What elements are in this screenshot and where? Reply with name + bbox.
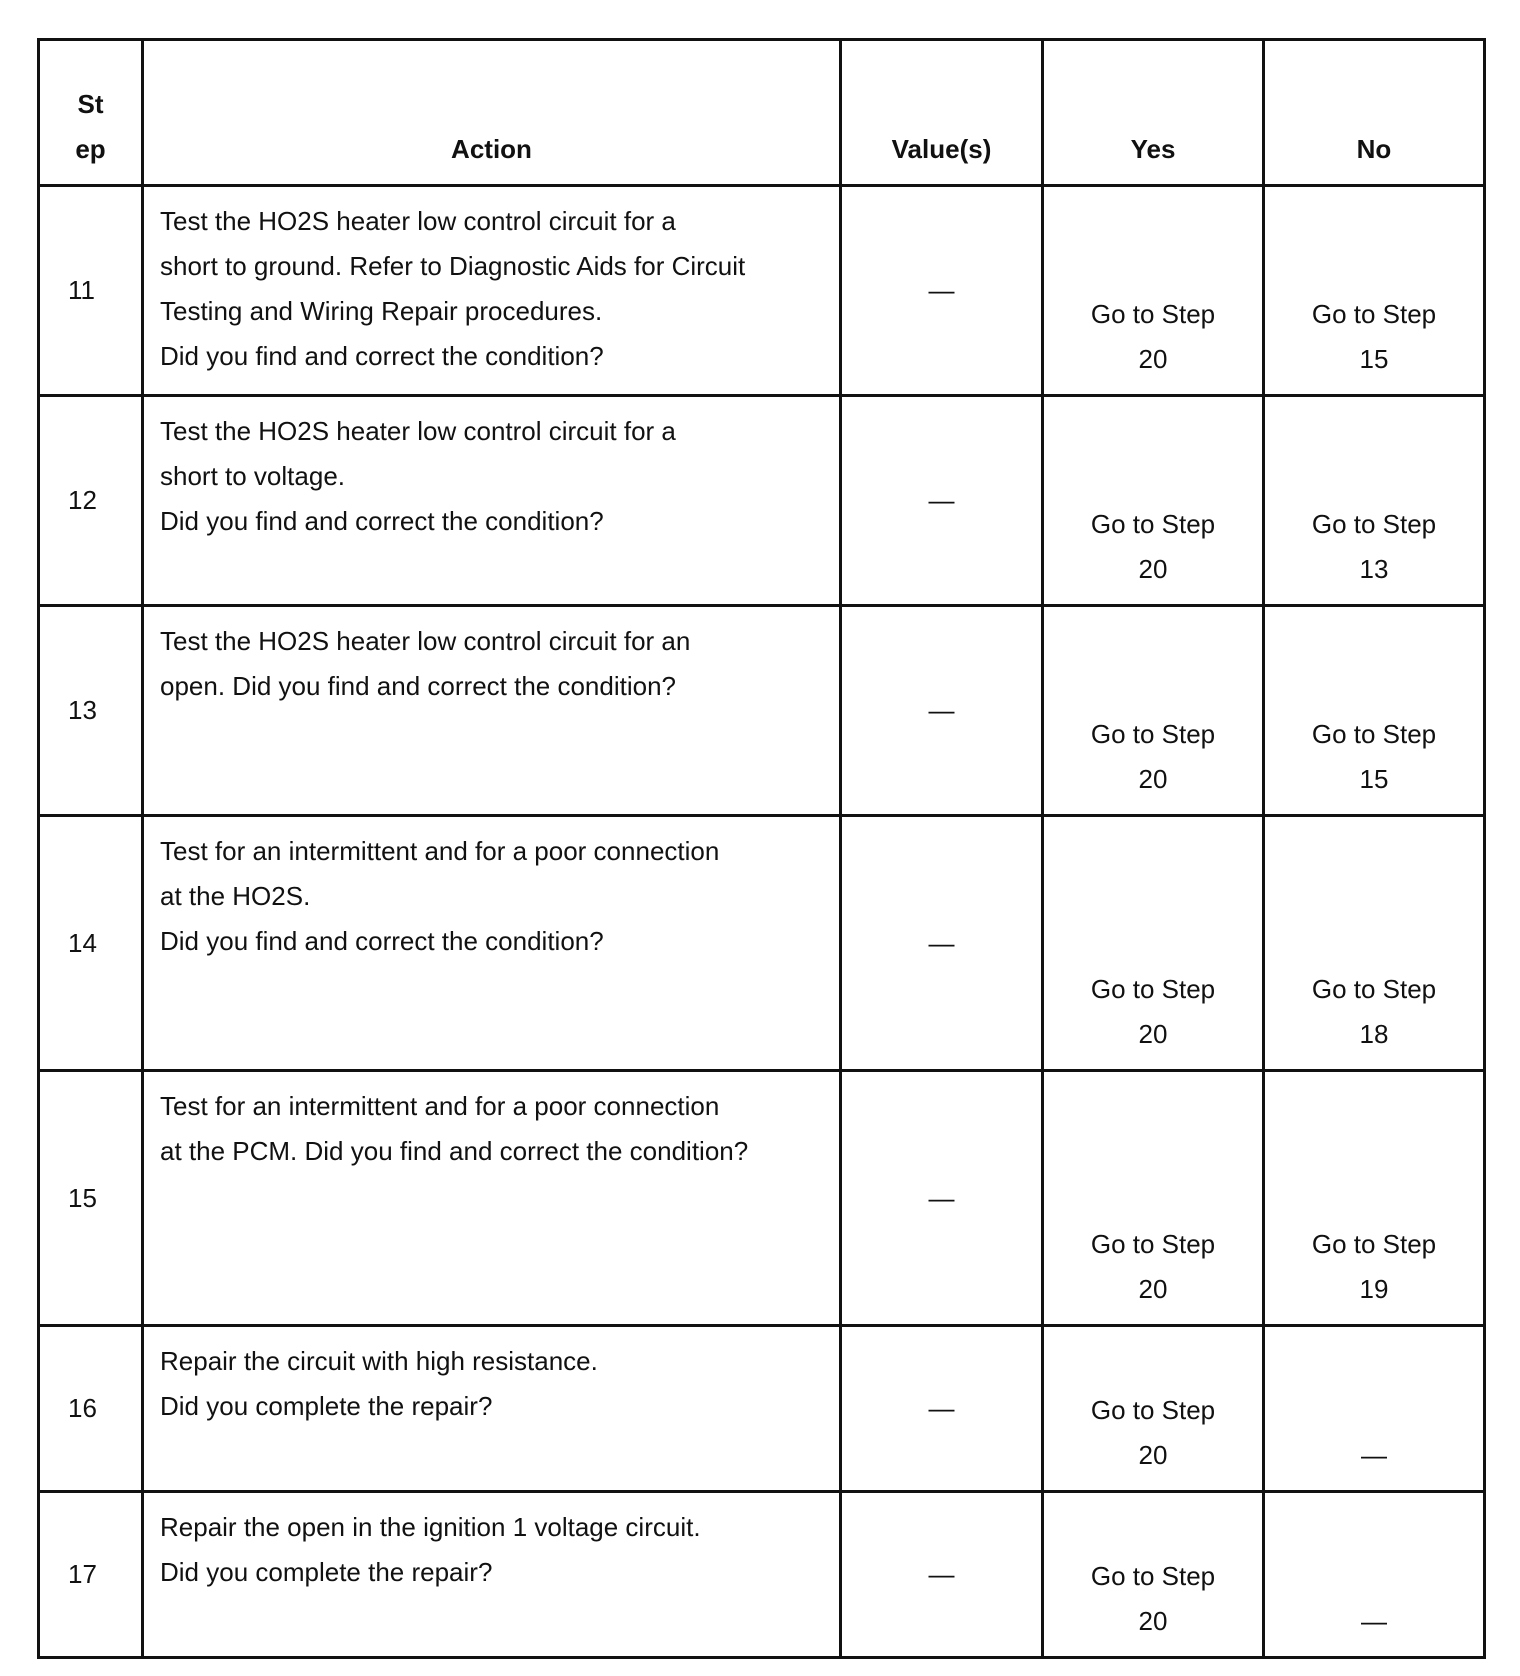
header-yes: Yes: [1043, 40, 1264, 186]
no-line: Go to Step: [1311, 719, 1437, 749]
yes-line: Go to Step: [1090, 1229, 1216, 1259]
action-line: Did you find and correct the condition?: [160, 926, 604, 956]
action-line: Did you complete the repair?: [160, 1557, 493, 1587]
no-line: Go to Step: [1311, 299, 1437, 329]
no-line: 13: [1359, 554, 1389, 584]
yes-cell: [1043, 1071, 1264, 1326]
no-cell: [1264, 816, 1485, 1071]
value-cell: —: [841, 816, 1043, 1071]
action-line: open. Did you find and correct the condition?: [160, 671, 677, 701]
no-cell: [1264, 1071, 1485, 1326]
step-number: 15: [39, 1071, 143, 1326]
value-cell: —: [841, 1492, 1043, 1658]
table-row: [39, 606, 1485, 816]
table-row: [39, 186, 1485, 396]
action-line: at the PCM. Did you find and correct the condition?: [160, 1136, 749, 1166]
action-text: [143, 1071, 841, 1326]
header-step: [39, 40, 143, 186]
yes-line: 20: [1138, 1274, 1168, 1304]
action-line: Repair the circuit with high resistance.: [160, 1346, 598, 1376]
no-cell: [1264, 1326, 1485, 1492]
yes-line: Go to Step: [1090, 974, 1216, 1004]
step-number: 11: [39, 186, 143, 396]
step-number: 17: [39, 1492, 143, 1658]
header-step-line2: ep: [75, 134, 106, 164]
yes-cell: [1043, 186, 1264, 396]
action-line: Test the HO2S heater low control circuit for a: [160, 416, 676, 446]
yes-line: 20: [1138, 1440, 1168, 1470]
value-cell: —: [841, 1326, 1043, 1492]
action-line: Test for an intermittent and for a poor connection: [160, 836, 720, 866]
diagnostic-table: [37, 38, 1486, 1659]
yes-cell: [1043, 396, 1264, 606]
no-cell: [1264, 606, 1485, 816]
action-text: [143, 816, 841, 1071]
value-cell: —: [841, 1071, 1043, 1326]
no-line: 15: [1359, 764, 1389, 794]
step-number: 14: [39, 816, 143, 1071]
action-text: [143, 606, 841, 816]
yes-line: Go to Step: [1090, 509, 1216, 539]
no-cell: [1264, 1492, 1485, 1658]
action-line: short to ground. Refer to Diagnostic Aids for Circuit: [160, 251, 746, 281]
no-line: 19: [1359, 1274, 1389, 1304]
table-body: [39, 186, 1485, 1658]
yes-line: Go to Step: [1090, 299, 1216, 329]
no-line: Go to Step: [1311, 509, 1437, 539]
header-action: Action: [143, 40, 841, 186]
no-line: —: [1361, 1440, 1387, 1470]
action-line: Test for an intermittent and for a poor connection: [160, 1091, 720, 1121]
action-text: [143, 1326, 841, 1492]
yes-line: 20: [1138, 344, 1168, 374]
action-line: short to voltage.: [160, 461, 345, 491]
action-line: Testing and Wiring Repair procedures.: [160, 296, 603, 326]
value-cell: —: [841, 606, 1043, 816]
no-cell: [1264, 396, 1485, 606]
no-line: 15: [1359, 344, 1389, 374]
no-line: —: [1361, 1606, 1387, 1636]
table-row: [39, 1492, 1485, 1658]
step-number: 13: [39, 606, 143, 816]
action-line: Repair the open in the ignition 1 voltage circuit.: [160, 1512, 701, 1542]
table-row: [39, 396, 1485, 606]
yes-cell: [1043, 1492, 1264, 1658]
yes-cell: [1043, 1326, 1264, 1492]
value-cell: —: [841, 186, 1043, 396]
no-line: Go to Step: [1311, 974, 1437, 1004]
yes-cell: [1043, 816, 1264, 1071]
table-row: [39, 816, 1485, 1071]
action-line: Test the HO2S heater low control circuit for a: [160, 206, 676, 236]
action-line: Test the HO2S heater low control circuit for an: [160, 626, 691, 656]
step-number: 16: [39, 1326, 143, 1492]
action-line: Did you find and correct the condition?: [160, 341, 604, 371]
yes-line: Go to Step: [1090, 719, 1216, 749]
action-line: Did you find and correct the condition?: [160, 506, 604, 536]
yes-line: 20: [1138, 764, 1168, 794]
action-line: at the HO2S.: [160, 881, 311, 911]
yes-line: 20: [1138, 1019, 1168, 1049]
yes-line: Go to Step: [1090, 1395, 1216, 1425]
no-cell: [1264, 186, 1485, 396]
yes-line: 20: [1138, 554, 1168, 584]
header-values: Value(s): [841, 40, 1043, 186]
header-step-line1: St: [77, 89, 104, 119]
yes-cell: [1043, 606, 1264, 816]
no-line: Go to Step: [1311, 1229, 1437, 1259]
yes-line: Go to Step: [1090, 1561, 1216, 1591]
action-text: [143, 186, 841, 396]
header-row: [39, 40, 1485, 186]
table-row: [39, 1326, 1485, 1492]
step-number: 12: [39, 396, 143, 606]
no-line: 18: [1359, 1019, 1389, 1049]
value-cell: —: [841, 396, 1043, 606]
table-row: [39, 1071, 1485, 1326]
action-line: Did you complete the repair?: [160, 1391, 493, 1421]
action-text: [143, 1492, 841, 1658]
yes-line: 20: [1138, 1606, 1168, 1636]
header-no: No: [1264, 40, 1485, 186]
action-text: [143, 396, 841, 606]
